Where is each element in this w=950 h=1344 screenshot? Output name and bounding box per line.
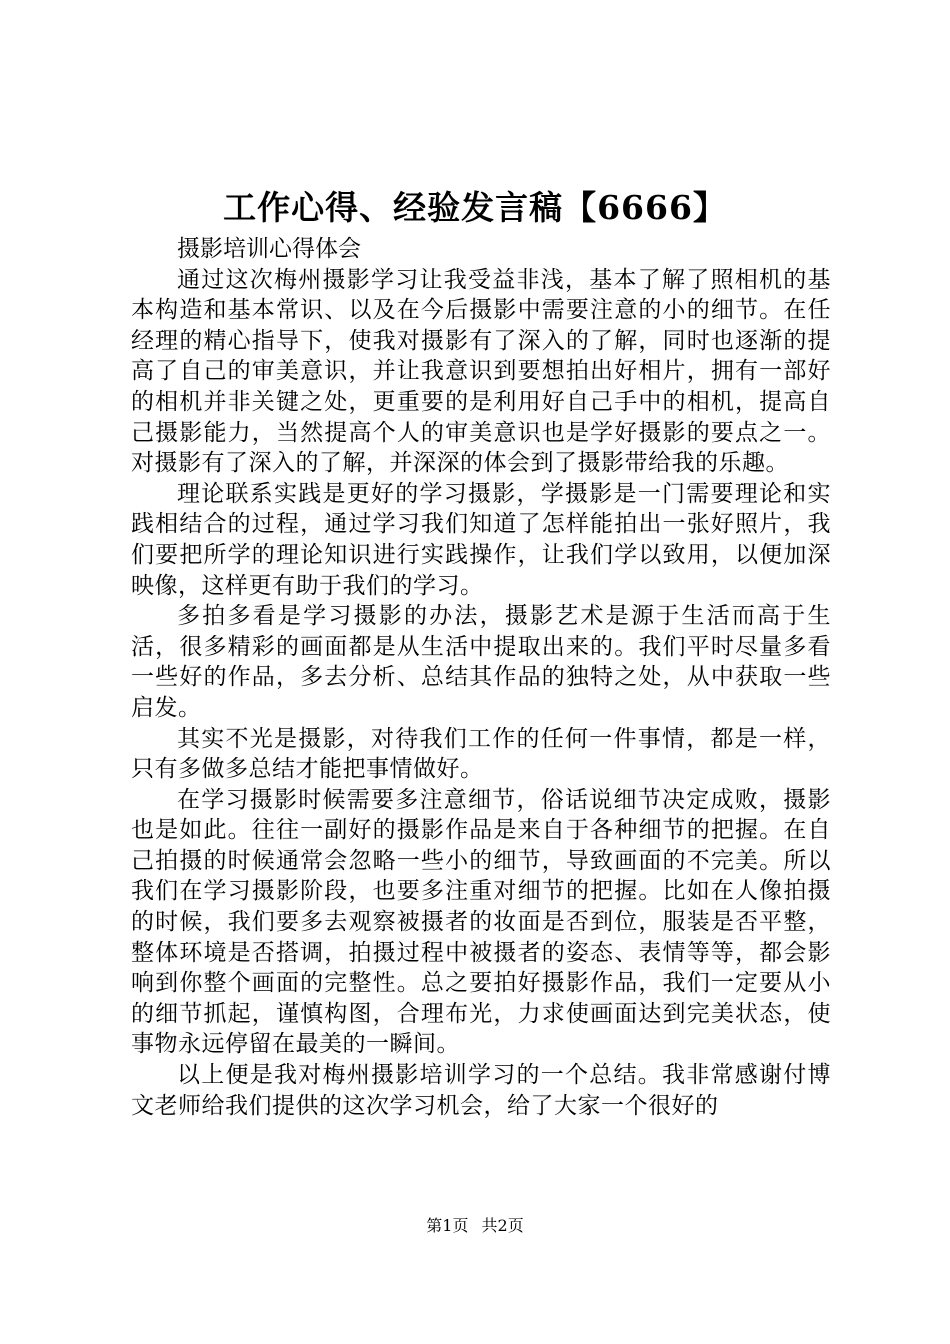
page-number-total: 共2页 xyxy=(481,1216,524,1235)
document-subtitle: 摄影培训心得体会 xyxy=(177,236,361,262)
paragraph-2: 理论联系实践是更好的学习摄影，学摄影是一门需要理论和实践相结合的过程，通过学习我们知道了怎样能拍出一张好照片，我们要把所学的理论知识进行实践操作，让我们学以致用，以便加深映像，这样更有助于我们的学习。 xyxy=(131,480,831,599)
paragraph-3: 多拍多看是学习摄影的办法，摄影艺术是源于生活而高于生活，很多精彩的画面都是从生活中提取出来的。我们平时尽量多看一些好的作品，多去分析、总结其作品的独特之处，从中获取一些启发。 xyxy=(131,603,831,721)
page-footer xyxy=(0,1214,950,1238)
paragraph-5: 在学习摄影时候需要多注意细节，俗话说细节决定成败，摄影也是如此。往往一副好的摄影作品是来自于各种细节的把握。在自己拍摄的时候通常会忽略一些小的细节，导致画面的不完美。所以我们在学习摄影阶段，也要多注重对细节的把握。比如在人像拍摄的时候，我们要多去观察被摄者的妆面是否到位，服装是否平整，整体环境是否搭调，拍摄过程中被摄者的姿态、表情等等，都会影响到你整个画面的完整性。总之要拍好摄影作品，我们一定要从小的细节抓起，谨慎构图，合理布光，力求使画面达到完美状态，使事物永远停留在最美的一瞬间。 xyxy=(131,786,831,1058)
paragraph-1: 通过这次梅州摄影学习让我受益非浅，基本了解了照相机的基本构造和基本常识、以及在今后摄影中需要注意的小的细节。在任经理的精心指导下，使我对摄影有了深入的了解，同时也逐渐的提高了自己的审美意识，并让我意识到要想拍出好相片，拥有一部好的相机并非关键之处，更重要的是利用好自己手中的相机，提高自己摄影能力，当然提高个人的审美意识也是学好摄影的要点之一。对摄影有了深入的了解，并深深的体会到了摄影带给我的乐趣。 xyxy=(131,266,831,477)
paragraph-4: 其实不光是摄影，对待我们工作的任何一件事情，都是一样，只有多做多总结才能把事情做好。 xyxy=(131,725,831,783)
page-number-current: 第1页 xyxy=(426,1216,469,1235)
document-title: 工作心得、经验发言稿【6666】 xyxy=(223,188,727,227)
document-body xyxy=(131,234,831,1121)
paragraph-6: 以上便是我对梅州摄影培训学习的一个总结。我非常感谢付博文老师给我们提供的这次学习机会，给了大家一个很好的 xyxy=(131,1062,831,1119)
